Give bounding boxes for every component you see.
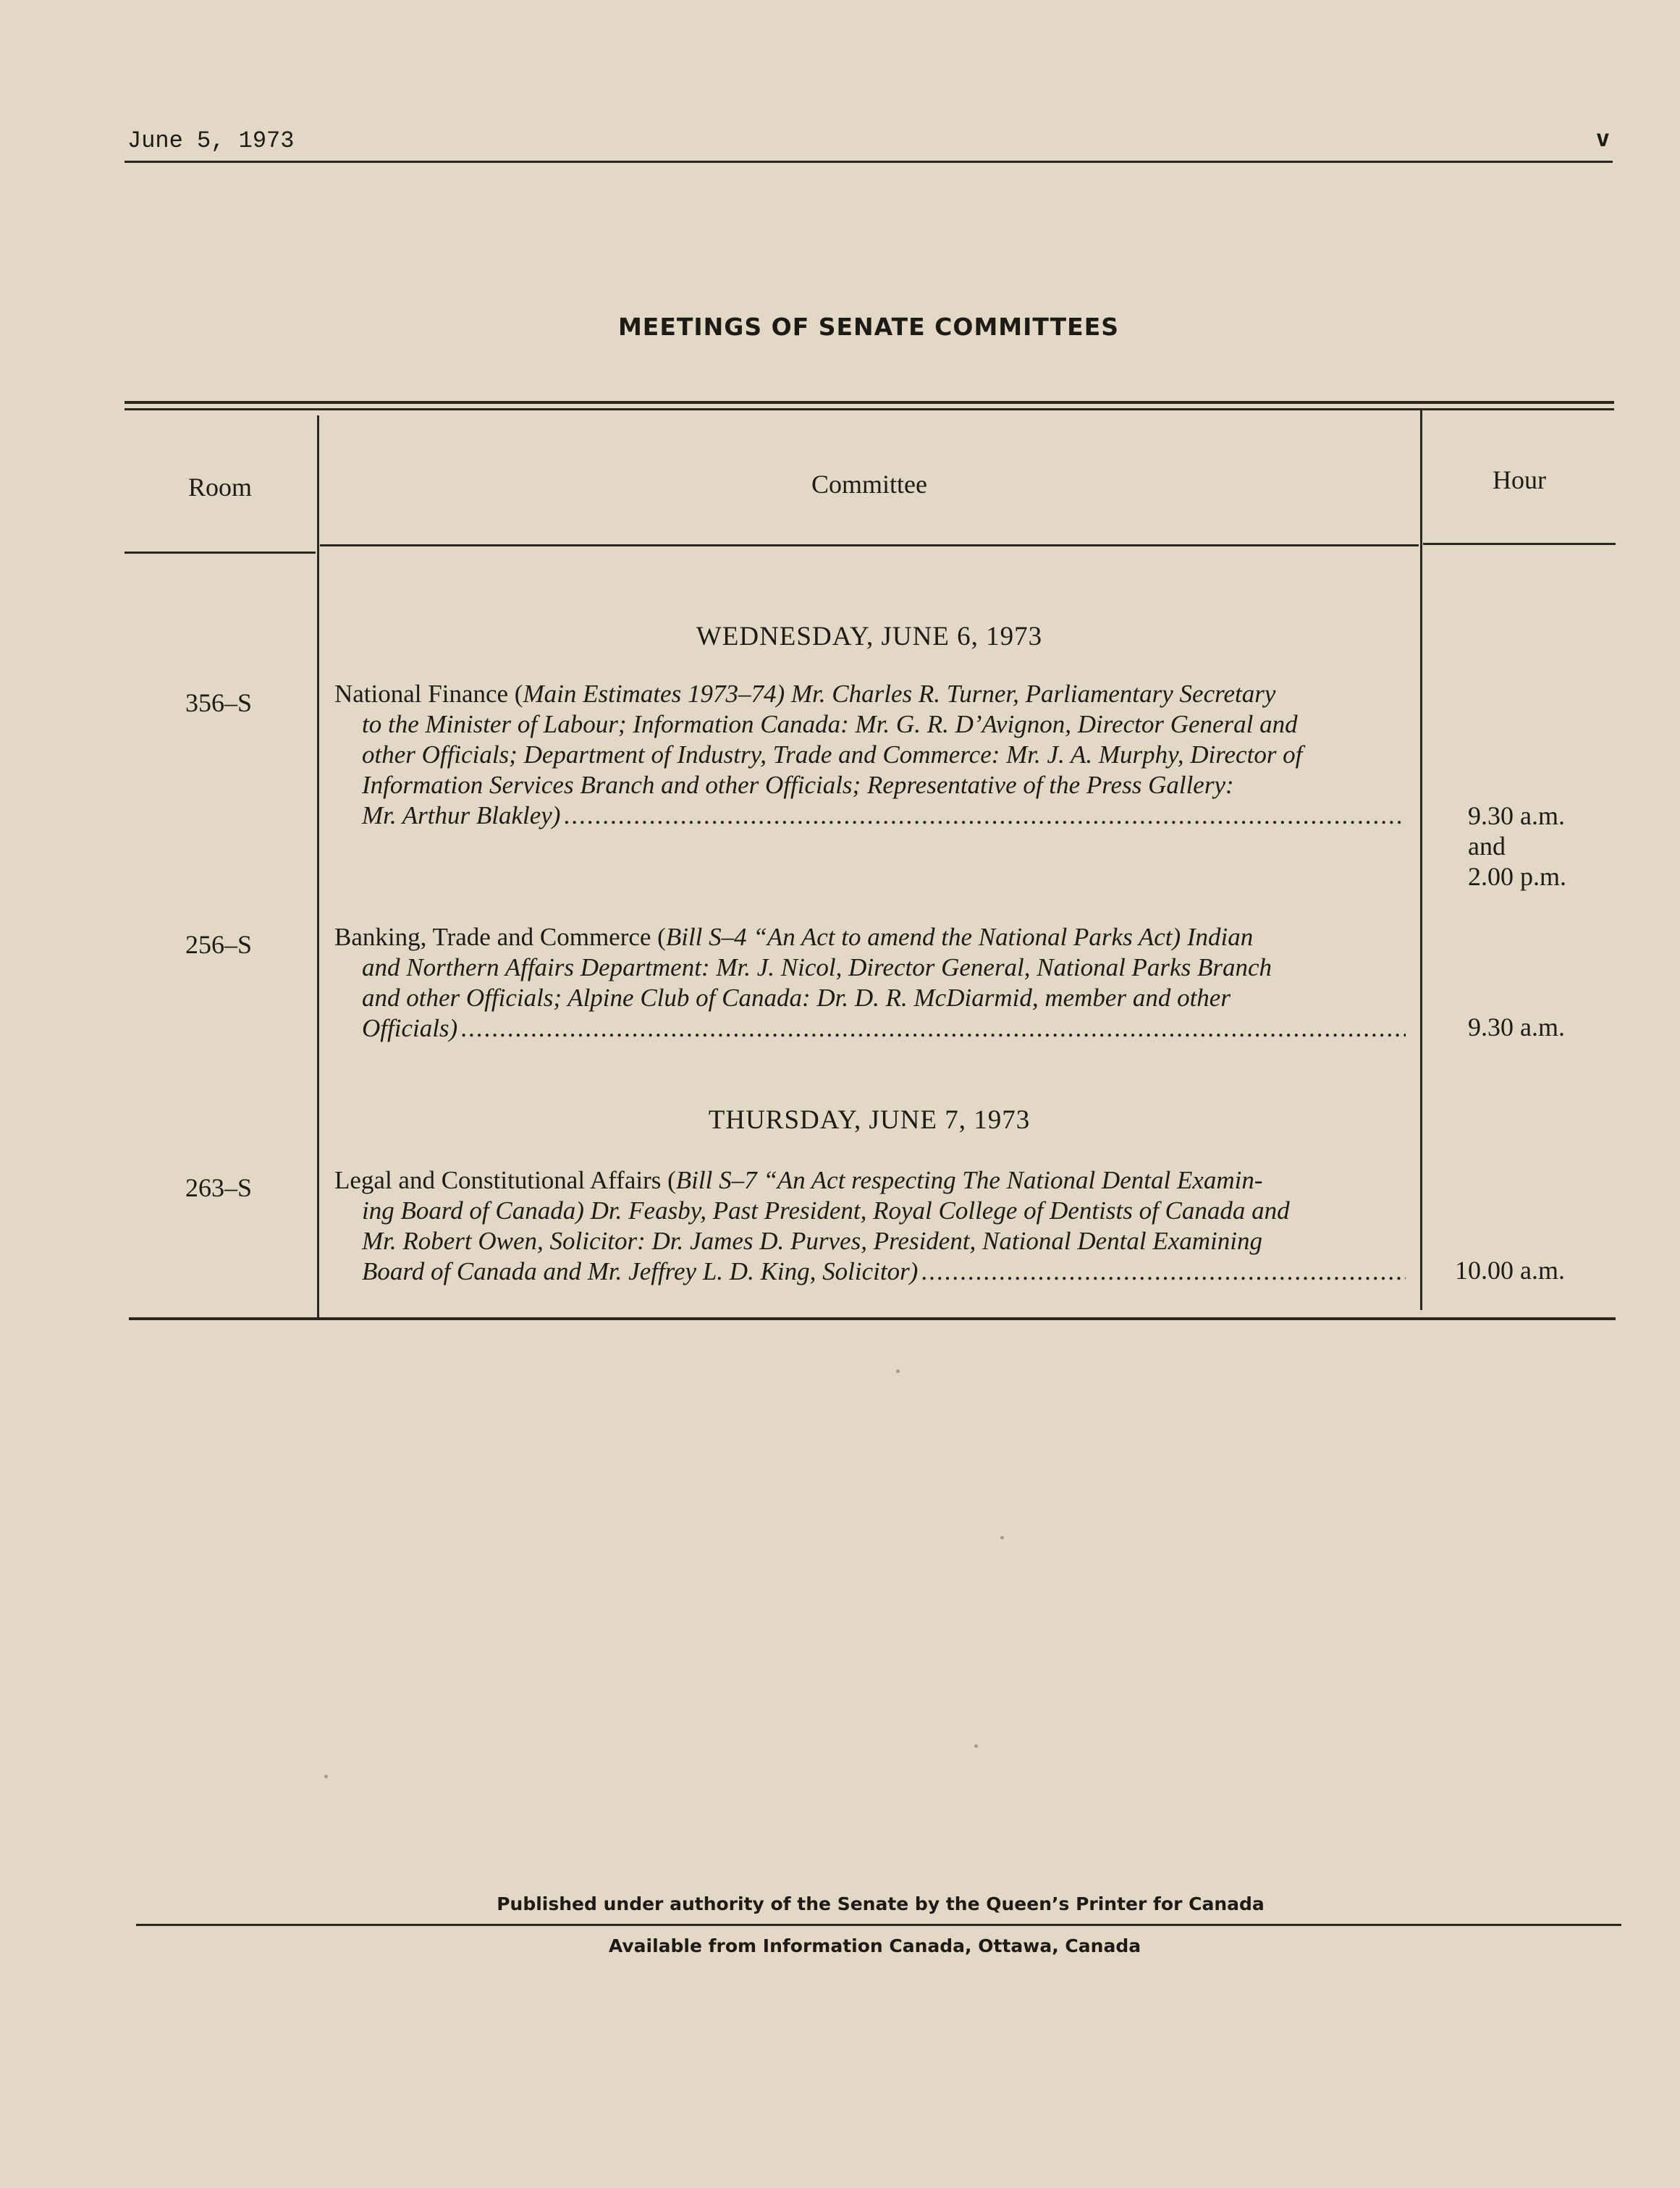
committee-entry (334, 679, 1406, 831)
entry-line: Mr. Robert Owen, Solicitor: Dr. James D. Purves, President, National Dental Examining (362, 1227, 1262, 1255)
entry-text: National Finance (Main Estimates 1973–74) Mr. Charles R. Turner, Parliamentary Secretary (334, 680, 1276, 708)
entry-line (334, 679, 1406, 709)
hour-line: 10.00 a.m. (1455, 1256, 1565, 1285)
room-number: 356–S (185, 688, 253, 717)
column-divider-left (317, 415, 319, 1320)
header-underline-hour (1423, 543, 1616, 545)
entry-line: Board of Canada and Mr. Jeffrey L. D. King, Solicitor) ..... (334, 1256, 1406, 1287)
header-underline-room (124, 552, 316, 554)
dot-leader (460, 1013, 1406, 1044)
entry-line: Mr. Arthur Blakley) ..... (334, 801, 1406, 831)
footer-rule (136, 1924, 1621, 1926)
entry-line: and other Officials; Alpine Club of Canada: Dr. D. R. McDiarmid, member and other (362, 984, 1231, 1012)
entry-line: Legal and Constitutional Affairs ( Bill S–7 “An Act respecting The National Dental Examin- (334, 1166, 1263, 1194)
hour-line: and (1468, 832, 1506, 861)
entry-line: Banking, Trade and Commerce ( Bill S–4 “An Act to amend the National Parks Act) Indian (334, 923, 1254, 951)
footer-publisher: Published under authority of the Senate by the Queen’s Printer for Canada (497, 1893, 1265, 1914)
hour-line: 9.30 a.m. (1468, 801, 1565, 830)
day-heading: WEDNESDAY, JUNE 6, 1973 (696, 622, 1043, 651)
committee-entry (334, 922, 1406, 1044)
paper-speck (974, 1744, 978, 1748)
paper-speck (896, 1369, 900, 1373)
committee-entry (334, 1165, 1406, 1287)
hour-line: 9.30 a.m. (1468, 1013, 1565, 1042)
meeting-hour (1433, 1012, 1607, 1042)
table-top-rule-1 (124, 401, 1614, 404)
header-date: June 5, 1973 (127, 127, 295, 154)
room-number: 263–S (185, 1173, 253, 1202)
meeting-hour (1433, 1255, 1607, 1285)
page-title: MEETINGS OF SENATE COMMITTEES (617, 313, 1120, 341)
paper-speck (1000, 1536, 1004, 1539)
running-header (124, 124, 1613, 163)
header-underline-committee (320, 544, 1419, 546)
entry-line: Officials) ..... (334, 1013, 1406, 1044)
column-header-committee: Committee (811, 470, 927, 499)
footer-availability: Available from Information Canada, Ottawa, Canada (608, 1935, 1141, 1956)
hour-line: 2.00 p.m. (1468, 862, 1567, 891)
meeting-hour (1433, 801, 1607, 892)
entry-line: Information Services Branch and other Officials; Representative of the Press Gallery: (362, 771, 1234, 799)
column-header-room: Room (187, 473, 252, 502)
page-folio: v (1595, 124, 1610, 152)
table-top-rule-2 (124, 408, 1614, 410)
entry-line: to the Minister of Labour; Information Canada: Mr. G. R. D’Avignon, Director General and (362, 710, 1298, 738)
paper-speck (324, 1775, 328, 1778)
table-bottom-rule (129, 1317, 1616, 1320)
column-header-hour: Hour (1493, 465, 1546, 494)
entry-line: and Northern Affairs Department: Mr. J. Nicol, Director General, National Parks Branch (362, 953, 1272, 981)
entry-line: ing Board of Canada) Dr. Feasby, Past President, Royal College of Dentists of Canada and (362, 1196, 1290, 1225)
entry-line: other Officials; Department of Industry, Trade and Commerce: Mr. J. A. Murphy, Director of (362, 740, 1303, 769)
day-heading: THURSDAY, JUNE 7, 1973 (708, 1105, 1031, 1135)
dot-leader (921, 1256, 1406, 1287)
column-divider-right (1420, 410, 1422, 1310)
room-number: 256–S (185, 930, 253, 959)
dot-leader (563, 801, 1406, 831)
